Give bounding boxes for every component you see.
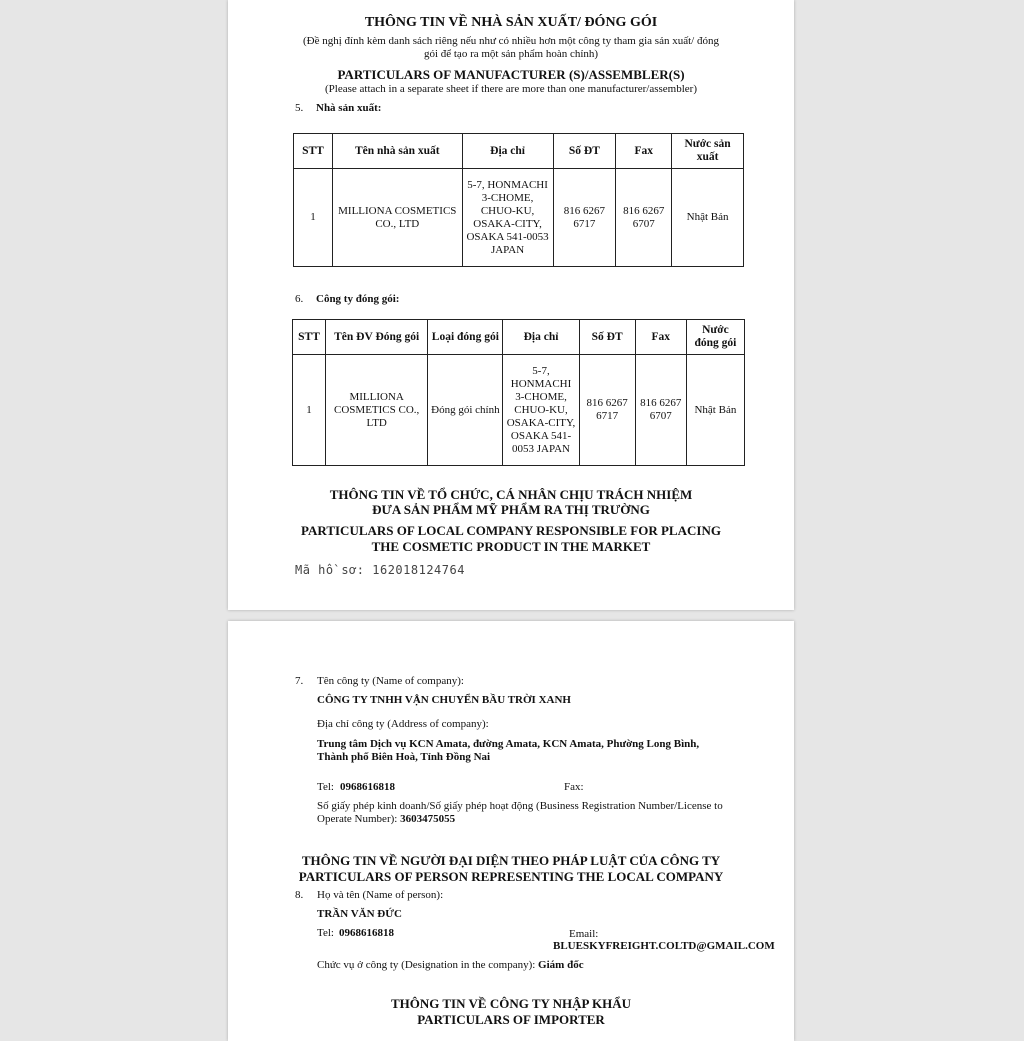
local-company-title-en-2: THE COSMETIC PRODUCT IN THE MARKET bbox=[371, 539, 651, 554]
packer-cell-phone: 816 6267 6717 bbox=[579, 355, 635, 466]
license-line-2: Operate Number): bbox=[317, 813, 398, 825]
person-name: TRẦN VĂN ĐỨC bbox=[317, 908, 402, 920]
packer-header-address: Địa chỉ bbox=[503, 320, 579, 355]
company-tel-label: Tel: bbox=[317, 781, 334, 793]
packer-table bbox=[292, 319, 745, 466]
packer-header-stt: STT bbox=[293, 320, 326, 355]
representative-tel-label: Tel: bbox=[317, 927, 334, 939]
packer-cell-address: 5-7, HONMACHI 3-CHOME, CHUO-KU, OSAKA-CITY, OSAKA 541-0053 JAPAN bbox=[503, 355, 579, 466]
manufacturer-header-address: Địa chỉ bbox=[462, 134, 553, 169]
designation-label: Chức vụ ở công ty (Designation in the company): bbox=[317, 959, 536, 971]
table-row bbox=[294, 169, 744, 267]
packer-cell-stt: 1 bbox=[293, 355, 326, 466]
section-5-label: Nhà sản xuất: bbox=[316, 102, 382, 114]
section-5-number: 5. bbox=[295, 102, 304, 114]
document-page-1 bbox=[228, 0, 794, 610]
manufacturer-header-name: Tên nhà sản xuất bbox=[332, 134, 462, 169]
manufacturer-cell-phone: 816 6267 6717 bbox=[553, 169, 616, 267]
packer-cell-country: Nhật Bản bbox=[686, 355, 744, 466]
manufacturer-note-en: (Please attach in a separate sheet if there are more than one manufacturer/assembler) bbox=[325, 83, 697, 95]
local-company-title-vn-2: ĐƯA SẢN PHẨM MỸ PHẨM RA THỊ TRƯỜNG bbox=[372, 502, 650, 517]
section-8-number: 8. bbox=[295, 889, 304, 901]
company-address-line-2: Thành phố Biên Hoà, Tỉnh Đồng Nai bbox=[317, 751, 491, 763]
packer-cell-type: Đóng gói chính bbox=[428, 355, 503, 466]
manufacturer-header-phone: Số ĐT bbox=[553, 134, 616, 169]
manufacturer-header-fax: Fax bbox=[616, 134, 672, 169]
document-page-2 bbox=[228, 621, 794, 1041]
representative-title-en: PARTICULARS OF PERSON REPRESENTING THE LOCAL COMPANY bbox=[298, 869, 724, 884]
packer-header-country: Nước đóng gói bbox=[686, 320, 744, 355]
manufacturer-title-en: PARTICULARS OF MANUFACTURER (S)/ASSEMBLER(S) bbox=[337, 67, 685, 82]
section-7-number: 7. bbox=[295, 675, 304, 687]
email-label: Email: bbox=[569, 928, 599, 940]
local-company-title-en-1: PARTICULARS OF LOCAL COMPANY RESPONSIBLE FOR PLACING bbox=[301, 523, 721, 538]
packer-cell-name: MILLIONA COSMETICS CO., LTD bbox=[326, 355, 428, 466]
company-tel-value: 0968616818 bbox=[340, 781, 395, 793]
company-address-label: Địa chỉ công ty (Address of company): bbox=[317, 718, 489, 730]
representative-tel-value: 0968616818 bbox=[339, 927, 394, 939]
packer-header-phone: Số ĐT bbox=[579, 320, 635, 355]
packer-header-name: Tên ĐV Đóng gói bbox=[326, 320, 428, 355]
packer-cell-fax: 816 6267 6707 bbox=[635, 355, 686, 466]
manufacturer-cell-country: Nhật Bản bbox=[672, 169, 744, 267]
manufacturer-title-vn: THÔNG TIN VỀ NHÀ SẢN XUẤT/ ĐÓNG GÓI bbox=[364, 15, 658, 30]
person-name-label: Họ và tên (Name of person): bbox=[317, 889, 444, 901]
file-code: Mã hồ sơ: 162018124764 bbox=[295, 563, 465, 577]
company-name-label: Tên công ty (Name of company): bbox=[317, 675, 464, 687]
manufacturer-note-vn-2: gói để tạo ra một sản phẩm hoàn chỉnh) bbox=[423, 48, 599, 60]
license-value: 3603475055 bbox=[400, 813, 456, 825]
license-line-1: Số giấy phép kinh doanh/Số giấy phép hoạt động (Business Registration Number/License to bbox=[317, 800, 723, 812]
manufacturer-header-country: Nước sản xuất bbox=[672, 134, 744, 169]
packer-header-type: Loại đóng gói bbox=[428, 320, 503, 355]
manufacturer-cell-fax: 816 6267 6707 bbox=[616, 169, 672, 267]
company-address-line-1: Trung tâm Dịch vụ KCN Amata, đường Amata, KCN Amata, Phường Long Bình, bbox=[317, 738, 700, 750]
section-6-label: Công ty đóng gói: bbox=[316, 293, 400, 305]
section-6-number: 6. bbox=[295, 293, 304, 305]
designation-value: Giám đốc bbox=[538, 959, 584, 971]
manufacturer-table bbox=[293, 133, 744, 267]
manufacturer-cell-address: 5-7, HONMACHI 3-CHOME, CHUO-KU, OSAKA-CITY, OSAKA 541-0053 JAPAN bbox=[462, 169, 553, 267]
manufacturer-cell-stt: 1 bbox=[294, 169, 333, 267]
importer-title-vn: THÔNG TIN VỀ CÔNG TY NHẬP KHẨU bbox=[390, 996, 632, 1011]
table-row bbox=[293, 355, 745, 466]
packer-header-fax: Fax bbox=[635, 320, 686, 355]
local-company-title-vn-1: THÔNG TIN VỀ TỔ CHỨC, CÁ NHÂN CHỊU TRÁCH NHIỆM bbox=[329, 487, 693, 502]
company-fax-label: Fax: bbox=[564, 781, 584, 793]
manufacturer-header-stt: STT bbox=[294, 134, 333, 169]
company-name: CÔNG TY TNHH VẬN CHUYỂN BẦU TRỜI XANH bbox=[317, 694, 571, 706]
manufacturer-note-vn-1: (Đề nghị đính kèm danh sách riêng nếu như có nhiều hơn một công ty tham gia sản xuất/ đóng bbox=[303, 35, 719, 47]
importer-title-en: PARTICULARS OF IMPORTER bbox=[417, 1012, 605, 1027]
manufacturer-cell-name: MILLIONA COSMETICS CO., LTD bbox=[332, 169, 462, 267]
email-value: BLUESKYFREIGHT.COLTD@GMAIL.COM bbox=[553, 940, 775, 952]
representative-title-vn: THÔNG TIN VỀ NGƯỜI ĐẠI DIỆN THEO PHÁP LUẬT CỦA CÔNG TY bbox=[301, 853, 721, 868]
